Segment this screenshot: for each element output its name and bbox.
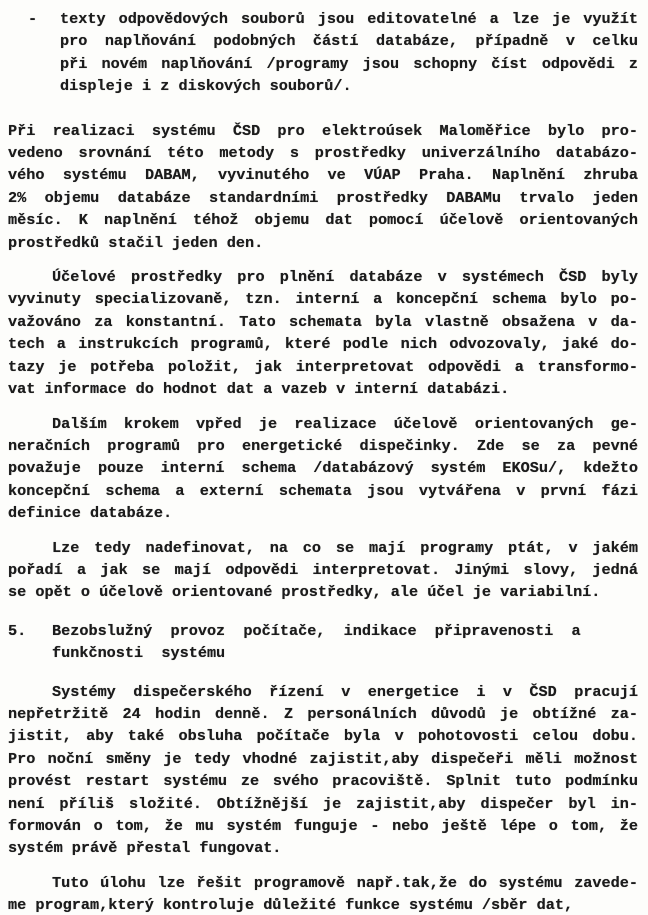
bullet-dash: -	[28, 10, 38, 28]
paragraph-dalsim	[8, 413, 638, 525]
text-line: považuje pouze interní schema /databázový systém EKOSu/, kdežto	[8, 459, 638, 478]
section-heading	[8, 620, 638, 665]
text-line: Lze tedy nadefinovat, na co se mají programy ptát, v jakém	[52, 538, 638, 557]
paragraph-realizace	[8, 120, 638, 254]
text-line: nepřetržitě 24 hodin denně. Z personálních důvodů je obtížné za-	[8, 704, 638, 723]
text-line: Dalším krokem vpřed je realizace účelově orientovaných ge-	[52, 414, 638, 433]
paragraph-ucelove	[8, 266, 638, 400]
text-line: systém právě přestal fungovat.	[8, 839, 282, 858]
text-line: není příliš složité. Obtížnější je zajistit,aby dispečer byl in-	[8, 794, 638, 813]
text-line: vat informace do hodnot dat a vazeb v interní databázi.	[8, 380, 510, 399]
text-line: tazy je potřeba položit, jak interpretovat odpovědi a transformo-	[8, 357, 638, 376]
section-heading-text	[52, 620, 638, 665]
text-line: tech a instrukcích programů, které podle nich odvozovaly, jaké do-	[8, 335, 638, 354]
text-line: funkčnosti systému	[52, 644, 226, 663]
text-line: texty odpovědových souborů jsou editovatelné a lze je využít	[60, 10, 638, 28]
text-line: vého systému DABAM, vyvinutého ve VÚAP Praha. Naplnění zhruba	[8, 166, 638, 185]
text-line: definice databáze.	[8, 504, 173, 523]
text-line: Při realizaci systému ČSD pro elektroúsek Maloměřice bylo pro-	[8, 121, 638, 140]
text-line: Systémy dispečerského řízení v energetice i v ČSD pracují	[52, 682, 638, 701]
paragraph-lze	[8, 537, 638, 604]
text-line: se opět o účelově orientované prostředky, ale účel je variabilní.	[8, 583, 601, 602]
text-line: Bezobslužný provoz počítače, indikace připravenosti a	[52, 621, 581, 640]
text-line: 2% objemu databáze standardními prostředky DABAMu trvalo jeden	[8, 188, 638, 207]
text-line: displeje i z diskových souborů/.	[60, 77, 352, 96]
text-line: pro naplňování podobných částí databáze, případně v celku	[60, 32, 638, 51]
text-line: prostředků stačil jeden den.	[8, 233, 264, 252]
text-line: měsíc. K naplnění téhož objemu dat pomocí účelově orientovaných	[8, 211, 638, 230]
text-line: jistit, aby také obsluha počítače byla v pohotovosti celou dobu.	[8, 727, 638, 746]
text-line: neračních programů pro energetické dispečinky. Zde se za pevné	[8, 436, 638, 455]
paragraph-tuto	[8, 872, 638, 915]
text-line: me program,který kontroluje důležité funkce systému /sběr dat,	[8, 896, 574, 915]
section-number: 5.	[8, 621, 27, 640]
text-line: Tuto úlohu lze řešit programově např.tak,že do systému zavede-	[52, 873, 638, 892]
text-line: formován o tom, že mu systém funguje - nebo ještě lépe o tom, že	[8, 817, 638, 835]
text-line: vedeno srovnání této metody s prostředky univerzálního databázo-	[8, 144, 638, 163]
text-line: Pro noční směny je tedy vhodné zajistit,aby dispečeři měli možnost	[8, 749, 638, 768]
text-line: vyvinuty specializovaně, tzn. interní a koncepční schema bylo po-	[8, 290, 638, 309]
text-line: provést restart systému ze svého pracoviště. Splnit tuto podmínku	[8, 772, 638, 791]
text-line: koncepční schema a externí schemata jsou vytvářena v první fázi	[8, 481, 638, 500]
text-line: važováno za konstantní. Tato schemata byla vlastně obsažena v da-	[8, 312, 638, 331]
bullet-item-text	[60, 8, 638, 98]
text-line: při novém naplňování /programy jsou schopny číst odpovědi z	[60, 54, 638, 73]
text-line: pořadí a jak se mají odpovědi interpretovat. Jinými slovy, jedná	[8, 560, 638, 579]
text-line: Účelové prostředky pro plnění databáze v systémech ČSD byly	[52, 268, 638, 287]
bullet-item	[8, 8, 638, 98]
paragraph-systemy	[8, 681, 638, 860]
